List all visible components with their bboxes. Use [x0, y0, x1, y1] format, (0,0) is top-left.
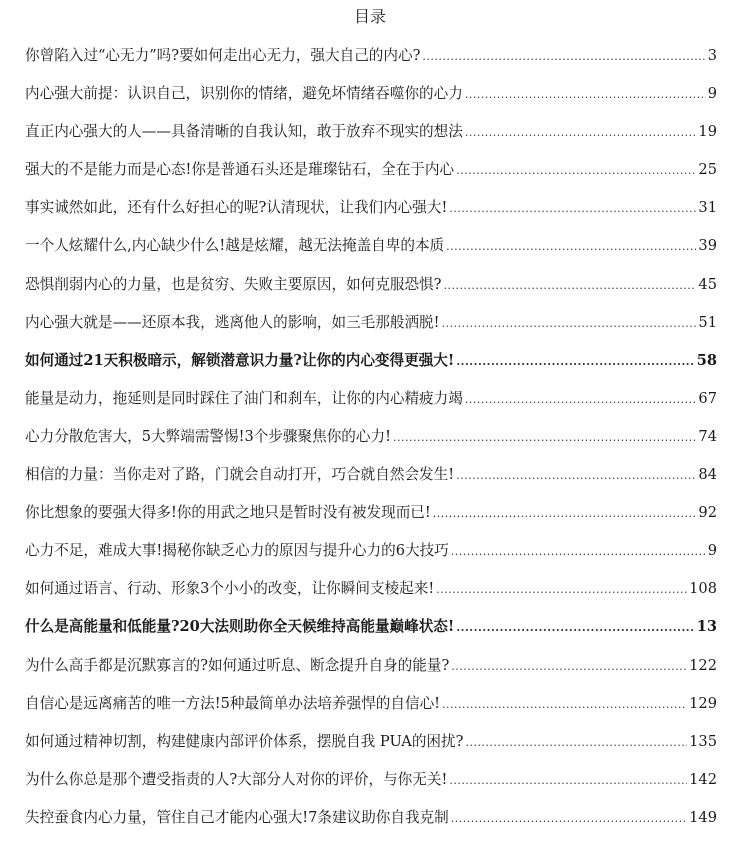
toc-entry-page-number: 129	[689, 694, 717, 712]
dot-leader	[465, 88, 706, 101]
toc-entry[interactable]	[25, 463, 717, 501]
toc-entry-title: 你曾陷入过“心无力”吗?要如何走出心无力，强大自己的内心?	[25, 47, 421, 64]
toc-entry-title: 相信的力量：当你走对了路，门就会自动打开，巧合就自然会发生!	[25, 466, 455, 484]
toc-entry[interactable]	[25, 349, 717, 387]
toc-entry[interactable]	[25, 82, 717, 120]
toc-entry[interactable]	[25, 44, 717, 82]
toc-entry-title: 自信心是远离痛苦的唯一方法!5种最简单办法培养强悍的自信心!	[25, 694, 441, 712]
toc-entry-page-number: 45	[698, 275, 717, 293]
toc-entry[interactable]	[25, 196, 717, 234]
dot-leader	[451, 812, 687, 825]
toc-entry[interactable]	[25, 577, 717, 615]
toc-entry-page-number: 149	[689, 808, 717, 826]
toc-entry[interactable]	[25, 501, 717, 539]
dot-leader	[442, 698, 687, 711]
dot-leader	[456, 355, 694, 368]
toc-entry-page-number: 135	[689, 732, 717, 750]
toc-entry-page-number: 39	[698, 237, 717, 255]
toc-entry-title: 如何通过语言、行动、形象3个小小的改变，让你瞬间支棱起来!	[25, 580, 435, 598]
toc-entry-title: 能量是动力，拖延则是同时踩住了油门和刹车，让你的内心精疲力竭	[25, 389, 463, 407]
toc-entry-page-number: 58	[696, 351, 717, 369]
toc-entry-title: 如何通过精神切割，构建健康内部评价体系，摆脱自我 PUA的困扰?	[25, 732, 464, 750]
dot-leader	[456, 164, 696, 177]
toc-entry-title: 事实诚然如此，还有什么好担心的呢?认清现状，让我们内心强大!	[25, 199, 448, 217]
toc-entry[interactable]	[25, 387, 717, 425]
dot-leader	[442, 317, 697, 330]
toc-entry-page-number: 19	[698, 123, 717, 141]
dot-leader	[433, 507, 697, 520]
toc-entry-page-number: 92	[698, 504, 717, 522]
dot-leader	[436, 583, 687, 596]
dot-leader	[451, 660, 687, 673]
toc-entry-title: 强大的不是能力而是心态!你是普通石头还是璀璨钻石，全在于内心	[25, 161, 455, 179]
toc-entry-page-number: 142	[689, 770, 717, 788]
toc-entry[interactable]	[25, 311, 717, 349]
dot-leader	[465, 736, 687, 749]
toc-entry-title: 什么是高能量和低能量?20大法则助你全天候维持高能量巅峰状态!	[25, 618, 455, 636]
toc-entry-page-number: 67	[698, 389, 717, 407]
toc-entry-page-number: 108	[689, 580, 717, 598]
toc-entry-page-number: 122	[689, 656, 717, 674]
toc-entry[interactable]	[25, 120, 717, 158]
toc-entry-page-number: 51	[698, 313, 717, 331]
toc-entry-title: 心力分散危害大，5大弊端需警惕!3个步骤聚焦你的心力!	[25, 427, 391, 445]
toc-entry[interactable]	[25, 654, 717, 692]
toc-entry[interactable]	[25, 273, 717, 311]
toc-entry-title: 为什么你总是那个遭受指责的人?大部分人对你的评价，与你无关!	[25, 770, 448, 788]
toc-entry[interactable]	[25, 730, 717, 768]
dot-leader	[465, 393, 697, 406]
toc-list	[25, 44, 717, 844]
toc-title: 目录	[353, 7, 386, 26]
dot-leader	[449, 774, 687, 787]
toc-entry-title: 恐惧削弱内心的力量，也是贫穷、失败主要原因，如何克服恐惧?	[25, 275, 442, 293]
toc-entry[interactable]	[25, 158, 717, 196]
dot-leader	[451, 545, 706, 558]
toc-entry[interactable]	[25, 768, 717, 806]
dot-leader	[422, 50, 705, 63]
toc-entry[interactable]	[25, 425, 717, 463]
toc-entry-title: 内心强大就是——还原本我，逃离他人的影响，如三毛那般洒脱!	[25, 313, 440, 331]
dot-leader	[456, 621, 694, 634]
toc-entry-title: 内心强大前提：认识自己，识别你的情绪，避免坏情绪吞噬你的心力	[25, 85, 463, 103]
toc-entry[interactable]	[25, 806, 717, 844]
dot-leader	[449, 202, 696, 215]
toc-entry-page-number: 31	[698, 199, 717, 217]
toc-entry-title: 直正内心强大的人——具备清晰的自我认知，敢于放弃不现实的想法	[25, 123, 463, 141]
toc-entry-title: 如何通过21天积极暗示，解锁潜意识力量?让你的内心变得更强大!	[25, 351, 455, 369]
toc-entry[interactable]	[25, 539, 717, 577]
toc-entry-title: 心力不足，难成大事!揭秘你缺乏心力的原因与提升心力的6大技巧	[25, 542, 449, 560]
toc-entry-title: 你比想象的要强大得多!你的用武之地只是暂时没有被发现而已!	[25, 504, 431, 522]
toc-entry-page-number: 25	[698, 161, 717, 179]
toc-entry[interactable]	[25, 234, 717, 272]
toc-entry-page-number: 9	[707, 85, 717, 103]
toc-entry-title: 为什么高手都是沉默寡言的?如何通过听息、断念提升自身的能量?	[25, 656, 450, 674]
toc-entry-page-number: 13	[696, 618, 717, 636]
toc-entry[interactable]	[25, 615, 717, 653]
dot-leader	[393, 431, 696, 444]
toc-entry-title: 一个人炫耀什么,内心缺少什么!越是炫耀，越无法掩盖自卑的本质	[25, 237, 445, 255]
toc-entry-page-number: 3	[707, 47, 717, 64]
toc-entry-page-number: 74	[698, 427, 717, 445]
dot-leader	[443, 279, 696, 292]
toc-entry[interactable]	[25, 692, 717, 730]
dot-leader	[465, 126, 697, 139]
dot-leader	[456, 469, 696, 482]
toc-entry-page-number: 84	[698, 466, 717, 484]
toc-entry-title: 失控蚕食内心力量，管住自己才能内心强大!7条建议助你自我克制	[25, 808, 449, 826]
dot-leader	[446, 240, 696, 253]
toc-entry-page-number: 9	[707, 542, 717, 560]
